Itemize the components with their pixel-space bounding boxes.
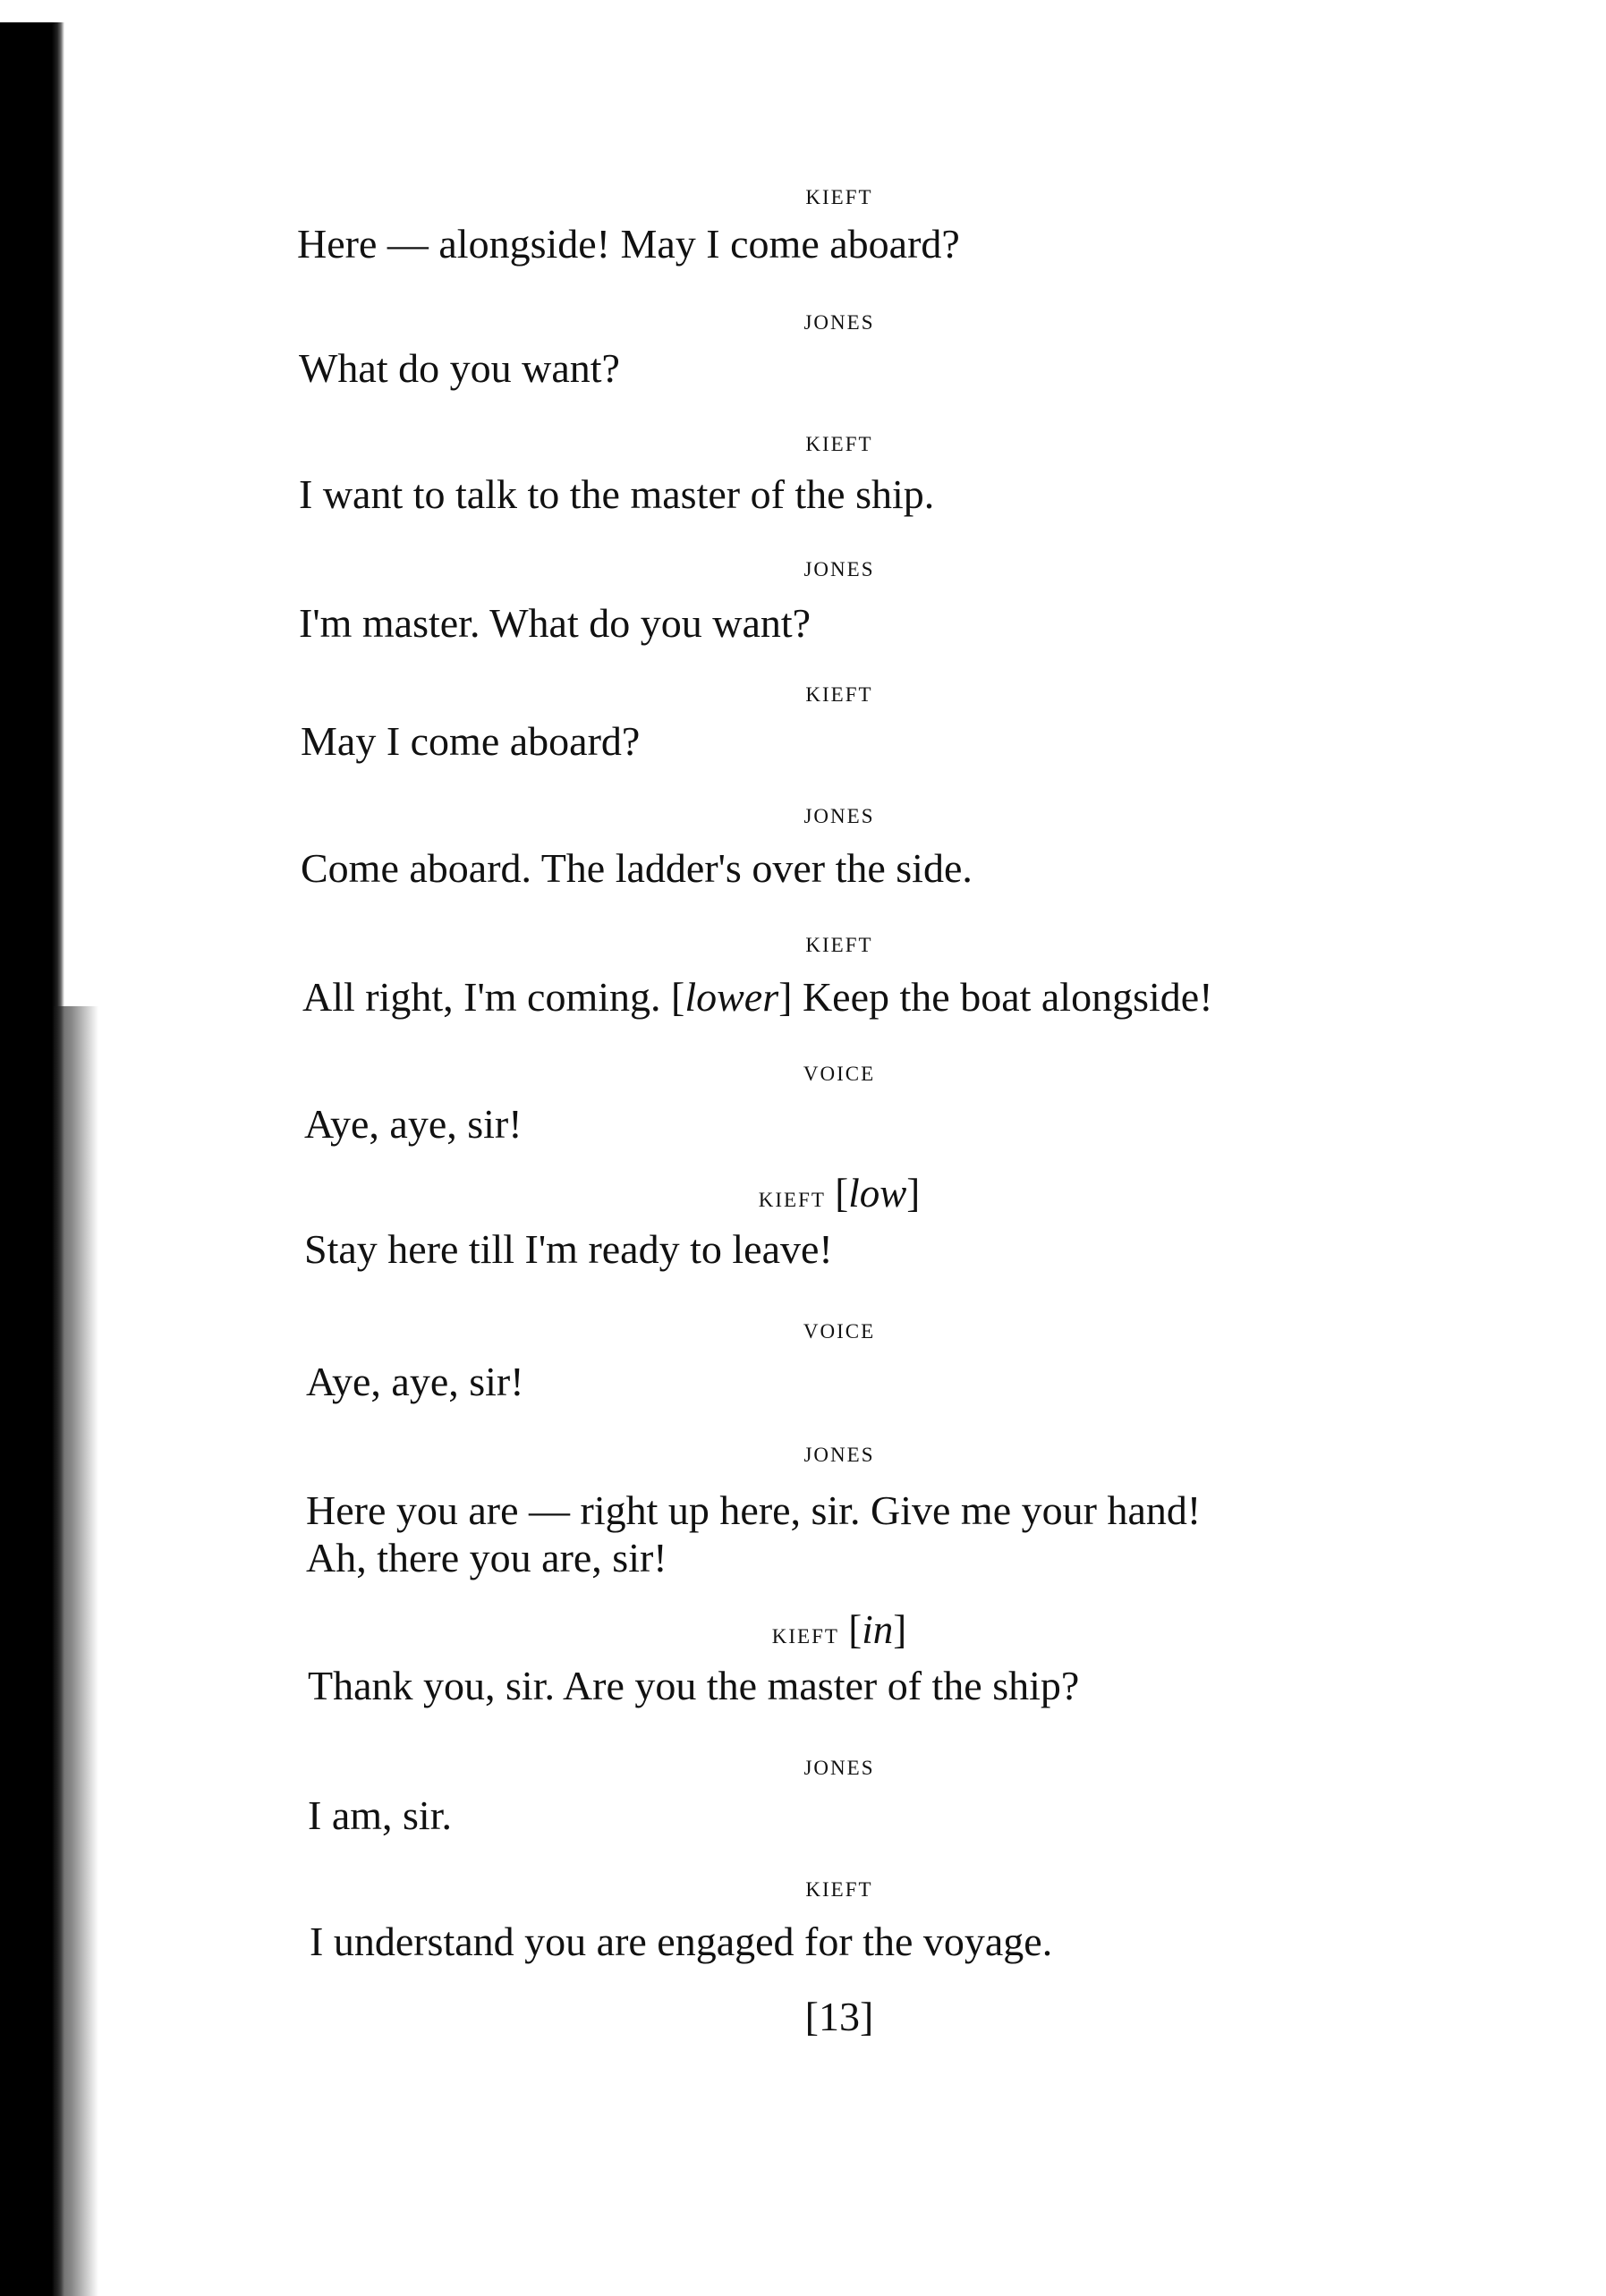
- dialogue-line: I'm master. What do you want?: [299, 600, 811, 646]
- speaker-name: jones: [803, 1436, 875, 1469]
- dialogue-line-continued: Ah, there you are, sir!: [306, 1535, 667, 1580]
- speaker-name: kieft: [805, 426, 873, 458]
- dialogue-line: I want to talk to the master of the ship.: [299, 471, 935, 517]
- speaker-name: kieft: [805, 179, 873, 211]
- speaker-name: voice: [803, 1313, 876, 1345]
- speaker-name: jones: [803, 304, 875, 336]
- dialogue-line: All right, I'm coming. [lower] Keep the boat alongside!: [302, 974, 1213, 1020]
- stage-direction: in: [862, 1607, 894, 1652]
- dialogue-line: Aye, aye, sir!: [306, 1359, 524, 1404]
- speaker-name: kieft: [805, 676, 873, 708]
- stage-direction: low: [848, 1171, 907, 1216]
- page-number: [13]: [804, 1994, 874, 2039]
- dialogue-line: What do you want?: [299, 345, 620, 391]
- dialogue-line: I am, sir.: [308, 1792, 452, 1838]
- dialogue-line: Stay here till I'm ready to leave!: [304, 1226, 833, 1272]
- speaker-name: voice: [803, 1055, 876, 1088]
- speaker-name: jones: [803, 551, 875, 583]
- dialogue-line: Here you are — right up here, sir. Give me your hand!: [306, 1487, 1202, 1533]
- speaker-name: kieft [low]: [758, 1171, 921, 1216]
- speaker-name: kieft [in]: [771, 1607, 907, 1652]
- dialogue-line: May I come aboard?: [301, 718, 641, 764]
- scanned-binding-edge: [0, 22, 64, 2296]
- dialogue-line: Here — alongside! May I come aboard?: [297, 221, 960, 267]
- dialogue-line: I understand you are engaged for the voyage.: [310, 1919, 1053, 1964]
- speaker-name: jones: [803, 798, 875, 830]
- dialogue-line: Aye, aye, sir!: [304, 1101, 523, 1147]
- dialogue-line: Come aboard. The ladder's over the side.: [301, 845, 973, 891]
- stage-direction: lower: [684, 974, 779, 1020]
- speaker-name: kieft: [805, 1871, 873, 1903]
- dialogue-line: Thank you, sir. Are you the master of the ship?: [308, 1663, 1080, 1708]
- speaker-name: kieft: [805, 927, 873, 959]
- speaker-name: jones: [803, 1750, 875, 1782]
